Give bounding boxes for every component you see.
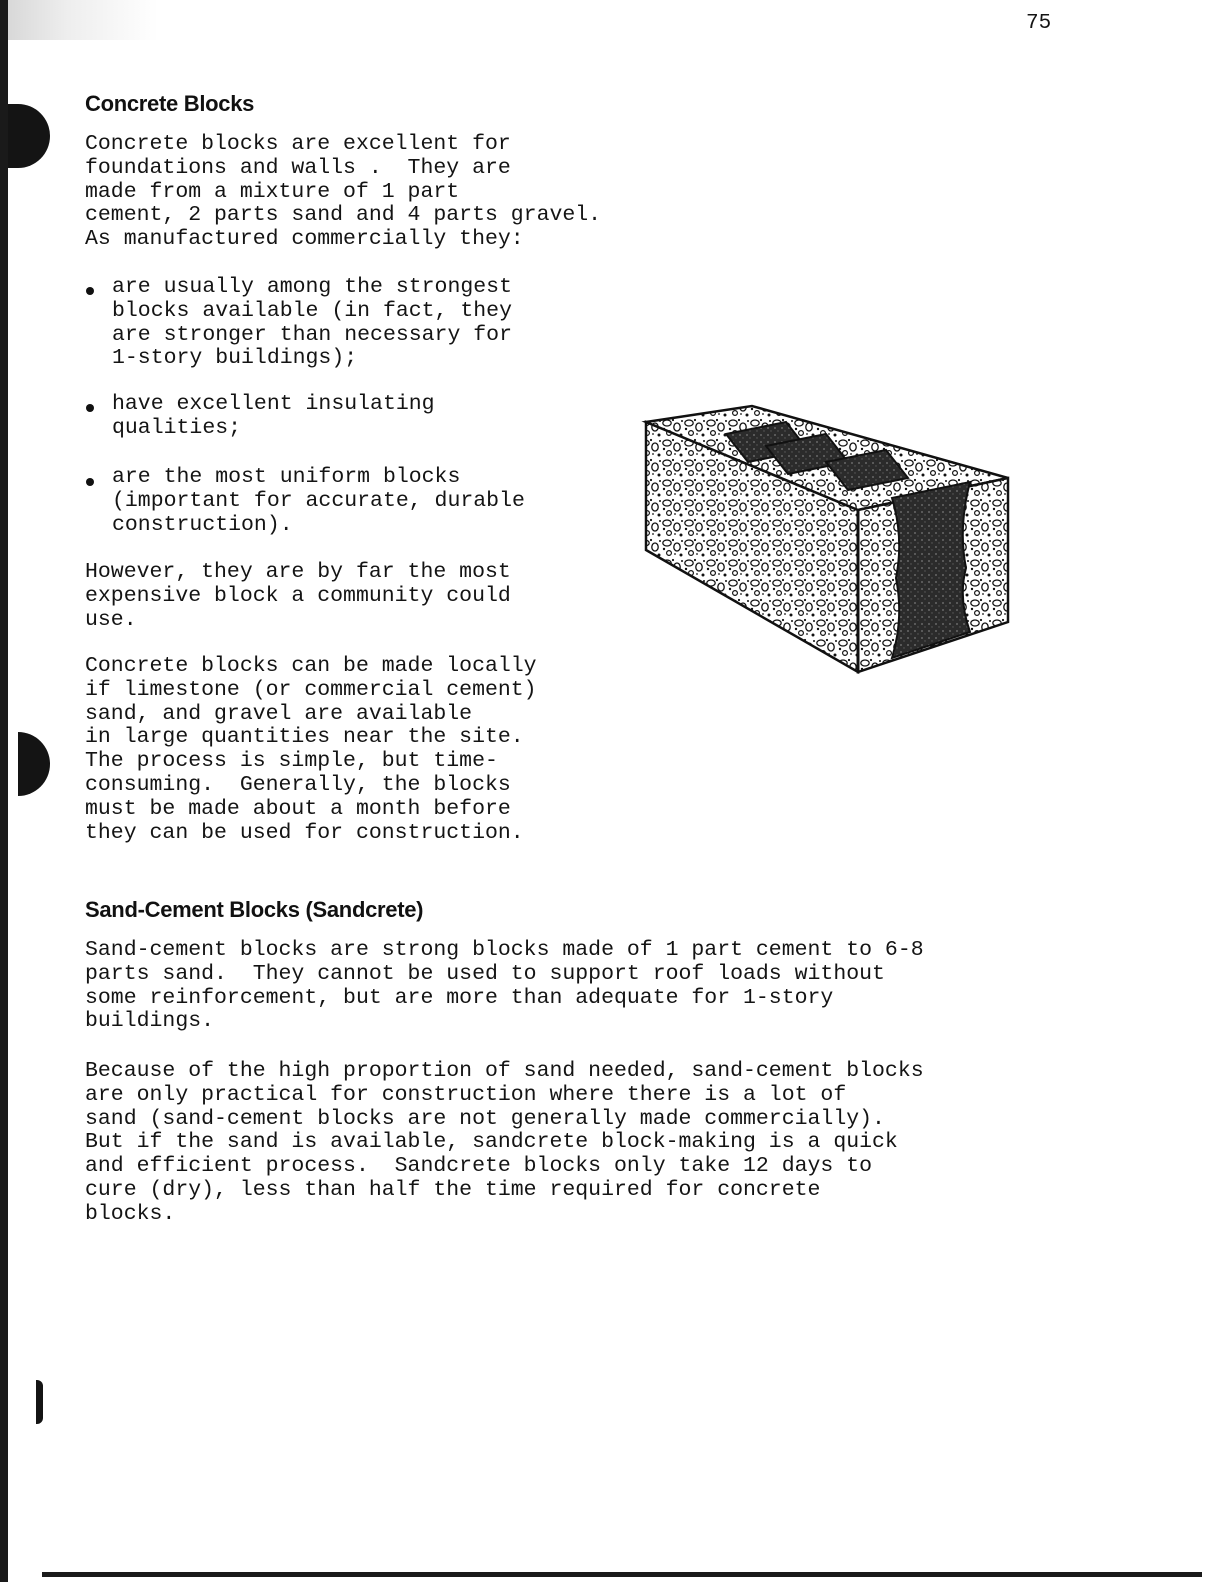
punch-hole-top — [8, 104, 50, 168]
punch-hole-bottom — [36, 1380, 43, 1424]
bullet-dot — [86, 404, 94, 412]
bullet-dot — [86, 478, 94, 486]
concrete-intro-paragraph: Concrete blocks are excellent for foundations and walls . They are made from a mixture of 1 part cement, 2 parts sand and 4 parts gravel. As manufactured commercially they: — [85, 132, 602, 252]
sandcrete-strength-paragraph: Sand-cement blocks are strong blocks made of 1 part cement to 6-8 parts sand. They cannot be used to support roof loads without some reinforcement, but are more than adequate for 1-story buildings. — [85, 938, 924, 1034]
section-heading-concrete-blocks: Concrete Blocks — [85, 91, 255, 116]
punch-hole-middle — [18, 732, 50, 796]
concrete-block-icon — [640, 398, 1012, 680]
bullet-dot — [86, 287, 94, 295]
page-number: 75 — [1026, 12, 1052, 35]
concrete-bullet-strength: are usually among the strongest blocks available (in fact, they are stronger than necessary for 1-story buildings); — [112, 275, 512, 371]
concrete-bullet-insulating: have excellent insulating qualities; — [112, 392, 435, 440]
section-heading-sand-cement-blocks: Sand-Cement Blocks (Sandcrete) — [85, 897, 424, 922]
scan-margin-bar — [0, 0, 8, 1582]
concrete-cost-paragraph: However, they are by far the most expensive block a community could use. — [85, 560, 511, 632]
concrete-local-paragraph: Concrete blocks can be made locally if limestone (or commercial cement) sand, and gravel are available in large quantities near the site. The process is simple, but time- consuming. Generally, the blocks must be made about a month before they can be used for construction. — [85, 654, 537, 845]
scan-artifact — [8, 0, 158, 40]
concrete-bullet-uniform: are the most uniform blocks (important for accurate, durable construction). — [112, 465, 525, 537]
sandcrete-process-paragraph: Because of the high proportion of sand needed, sand-cement blocks are only practical for construction where there is a lot of sand (sand-cement blocks are not generally made commercially). But if the sand is available, sandcrete block-making is a quick and efficient process. Sandcrete blocks only take 12 days to cure (dry), less than half the time required for concrete blocks. — [85, 1059, 924, 1226]
page-bottom-rule — [42, 1572, 1202, 1577]
